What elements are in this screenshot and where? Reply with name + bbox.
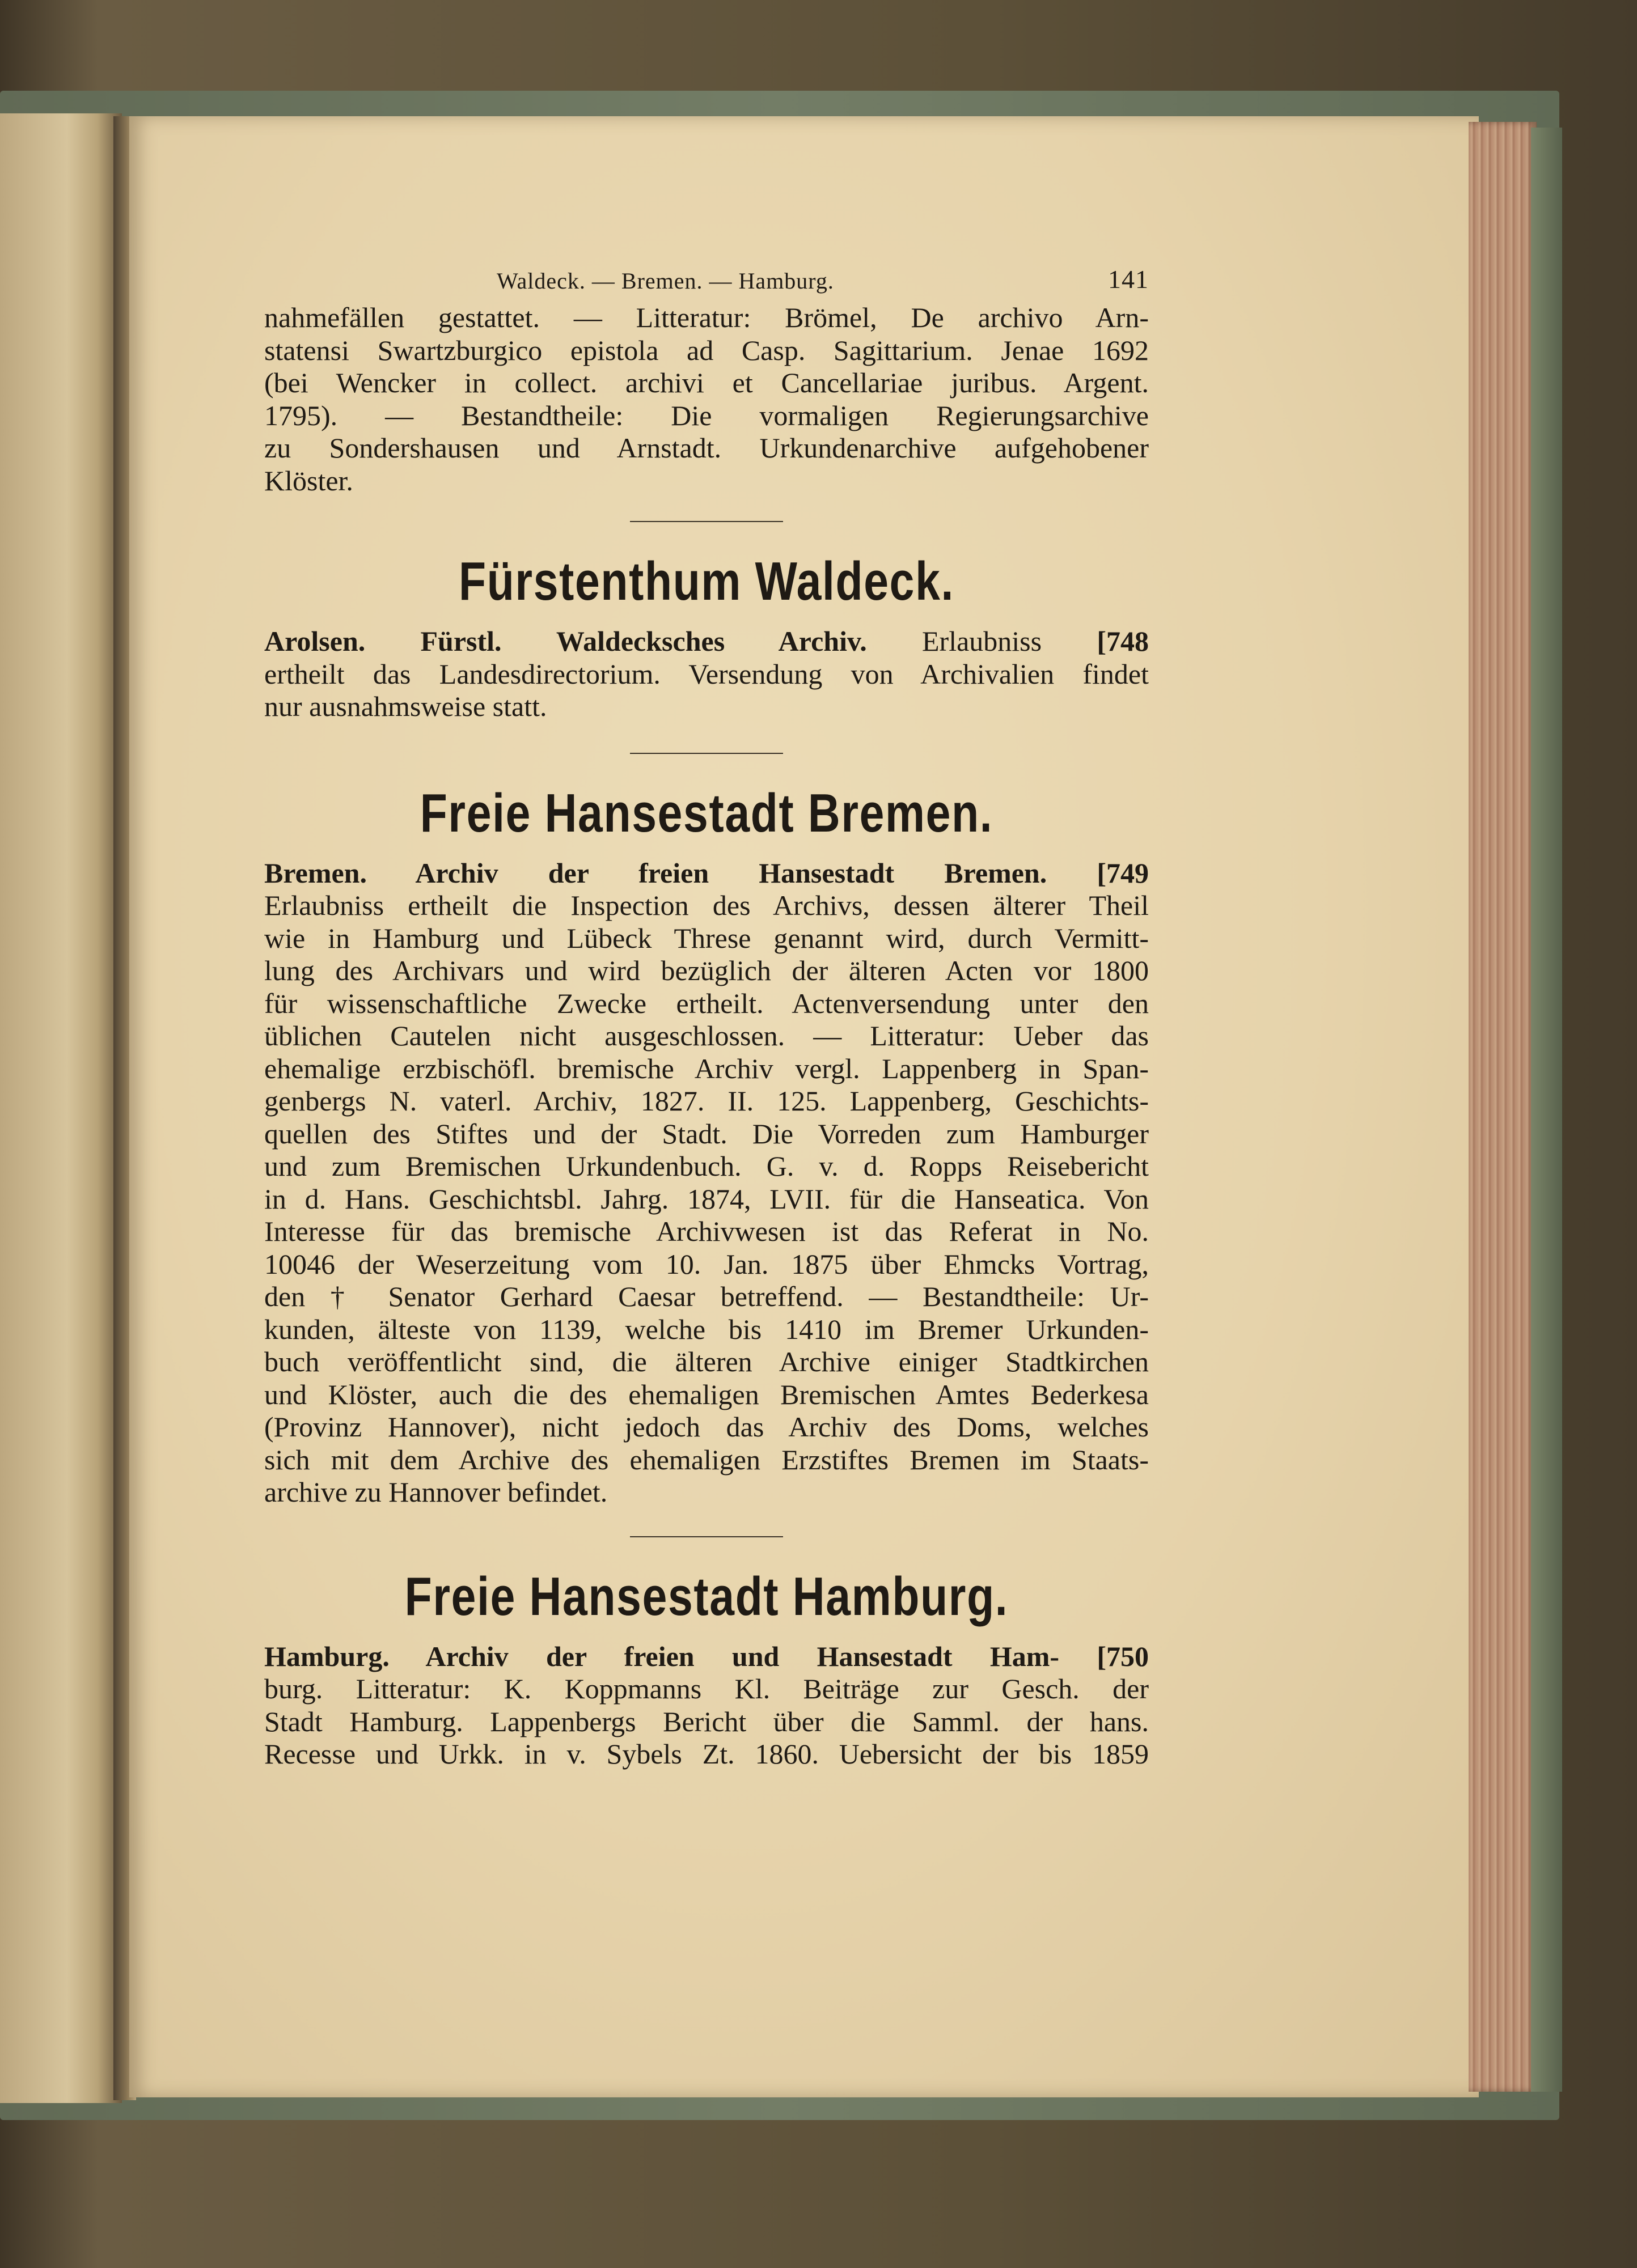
text-line: buch veröffentlicht sind, die älteren Archive einiger Stadtkirchen xyxy=(264,1346,1149,1377)
entry-text: Erlaubniss xyxy=(922,625,1042,657)
text-line: für wissenschaftliche Zwecke ertheilt. Actenversendung unter den xyxy=(264,987,1149,1019)
section-bremen xyxy=(264,782,1149,1509)
text-line: (Provinz Hannover), nicht jedoch das Archiv des Doms, welches xyxy=(264,1411,1149,1443)
text-line: sich mit dem Archive des ehemaligen Erzstiftes Bremen im Staats- xyxy=(264,1443,1149,1476)
text-line: archive zu Hannover befindet. xyxy=(264,1476,608,1508)
text-line: Interesse für das bremische Archivwesen ist das Referat in No. xyxy=(264,1215,1149,1247)
text-line: lung des Archivars und wird bezüglich der älteren Acten vor 1800 xyxy=(264,955,1149,986)
text-line: Recesse und Urkk. in v. Sybels Zt. 1860. Uebersicht der bis 1859 xyxy=(264,1738,1149,1770)
text-line: 1795). — Bestandtheile: Die vormaligen Regierungsarchive xyxy=(264,399,1149,431)
section-heading: Freie Hansestadt Bremen. xyxy=(420,782,993,843)
entry-head: Bremen. Archiv der freien Hansestadt Bremen. xyxy=(264,857,1047,889)
section-divider xyxy=(630,521,783,522)
cover-edge xyxy=(1531,128,1562,2092)
intro-paragraph xyxy=(264,302,1149,497)
text-line: burg. Litteratur: K. Koppmanns Kl. Beiträge zur Gesch. der xyxy=(264,1673,1149,1705)
running-head-title: Waldeck. — Bremen. — Hamburg. xyxy=(497,268,834,294)
section-divider xyxy=(630,1536,783,1537)
entry-number: [749 xyxy=(1097,857,1149,889)
left-page-edge xyxy=(0,113,122,2103)
text-line: ertheilt das Landesdirectorium. Versendung von Archivalien findet xyxy=(264,658,1149,690)
section-hamburg xyxy=(264,1566,1149,1771)
text-line: und zum Bremischen Urkundenbuch. G. v. d. Ropps Reisebericht xyxy=(264,1150,1149,1182)
text-line: Erlaubniss ertheilt die Inspection des Archivs, dessen älterer Theil xyxy=(264,889,1149,921)
text-line: (bei Wencker in collect. archivi et Cancellariae juribus. Argent. xyxy=(264,367,1149,399)
section-divider xyxy=(630,753,783,754)
text-line: Stadt Hamburg. Lappenbergs Bericht über die Samml. der hans. xyxy=(264,1705,1149,1737)
page-text xyxy=(264,244,1149,1771)
entry-number: [750 xyxy=(1097,1640,1149,1672)
text-line: wie in Hamburg und Lübeck Threse genannt wird, durch Vermitt- xyxy=(264,922,1149,954)
text-line: ehemalige erzbischöfl. bremische Archiv vergl. Lappenberg in Span- xyxy=(264,1052,1149,1084)
running-head xyxy=(264,244,1149,295)
text-line: 10046 der Weserzeitung vom 10. Jan. 1875 über Ehmcks Vortrag, xyxy=(264,1248,1149,1280)
entry-first-line xyxy=(264,857,1149,890)
section-waldeck xyxy=(264,550,1149,723)
text-line: den † Senator Gerhard Caesar betreffend. — Bestandtheile: Ur- xyxy=(264,1281,1149,1312)
text-line: üblichen Cautelen nicht ausgeschlossen. — Litteratur: Ueber das xyxy=(264,1020,1149,1052)
entry-number: [748 xyxy=(1097,625,1149,657)
section-heading: Freie Hansestadt Hamburg. xyxy=(404,1566,1009,1627)
text-line: kunden, älteste von 1139, welche bis 1410 im Bremer Urkunden- xyxy=(264,1313,1149,1345)
text-line: zu Sondershausen und Arnstadt. Urkundenarchive aufgehobener xyxy=(264,432,1149,464)
page-block-edges xyxy=(1469,122,1537,2092)
entry-first-line xyxy=(264,1640,1149,1673)
entry-first-line xyxy=(264,625,1149,658)
text-line: Klöster. xyxy=(264,464,353,497)
text-line: nahmefällen gestattet. — Litteratur: Brömel, De archivo Arn- xyxy=(264,302,1149,333)
entry-head: Arolsen. Fürstl. Waldecksches Archiv. xyxy=(264,625,867,657)
text-line: nur ausnahmsweise statt. xyxy=(264,690,547,722)
text-line: in d. Hans. Geschichtsbl. Jahrg. 1874, LVII. für die Hanseatica. Von xyxy=(264,1182,1149,1215)
text-line: genbergs N. vaterl. Archiv, 1827. II. 125. Lappenberg, Geschichts- xyxy=(264,1085,1149,1117)
page-number: 141 xyxy=(1108,265,1149,294)
text-line: und Klöster, auch die des ehemaligen Bremischen Amtes Bederkesa xyxy=(264,1378,1149,1410)
text-line: statensi Swartzburgico epistola ad Casp. Sagittarium. Jenae 1692 xyxy=(264,334,1149,366)
section-heading: Fürstenthum Waldeck. xyxy=(458,551,955,612)
entry-head: Hamburg. Archiv der freien und Hansestadt Ham- xyxy=(264,1640,1060,1672)
text-line: quellen des Stiftes und der Stadt. Die Vorreden zum Hamburger xyxy=(264,1117,1149,1150)
